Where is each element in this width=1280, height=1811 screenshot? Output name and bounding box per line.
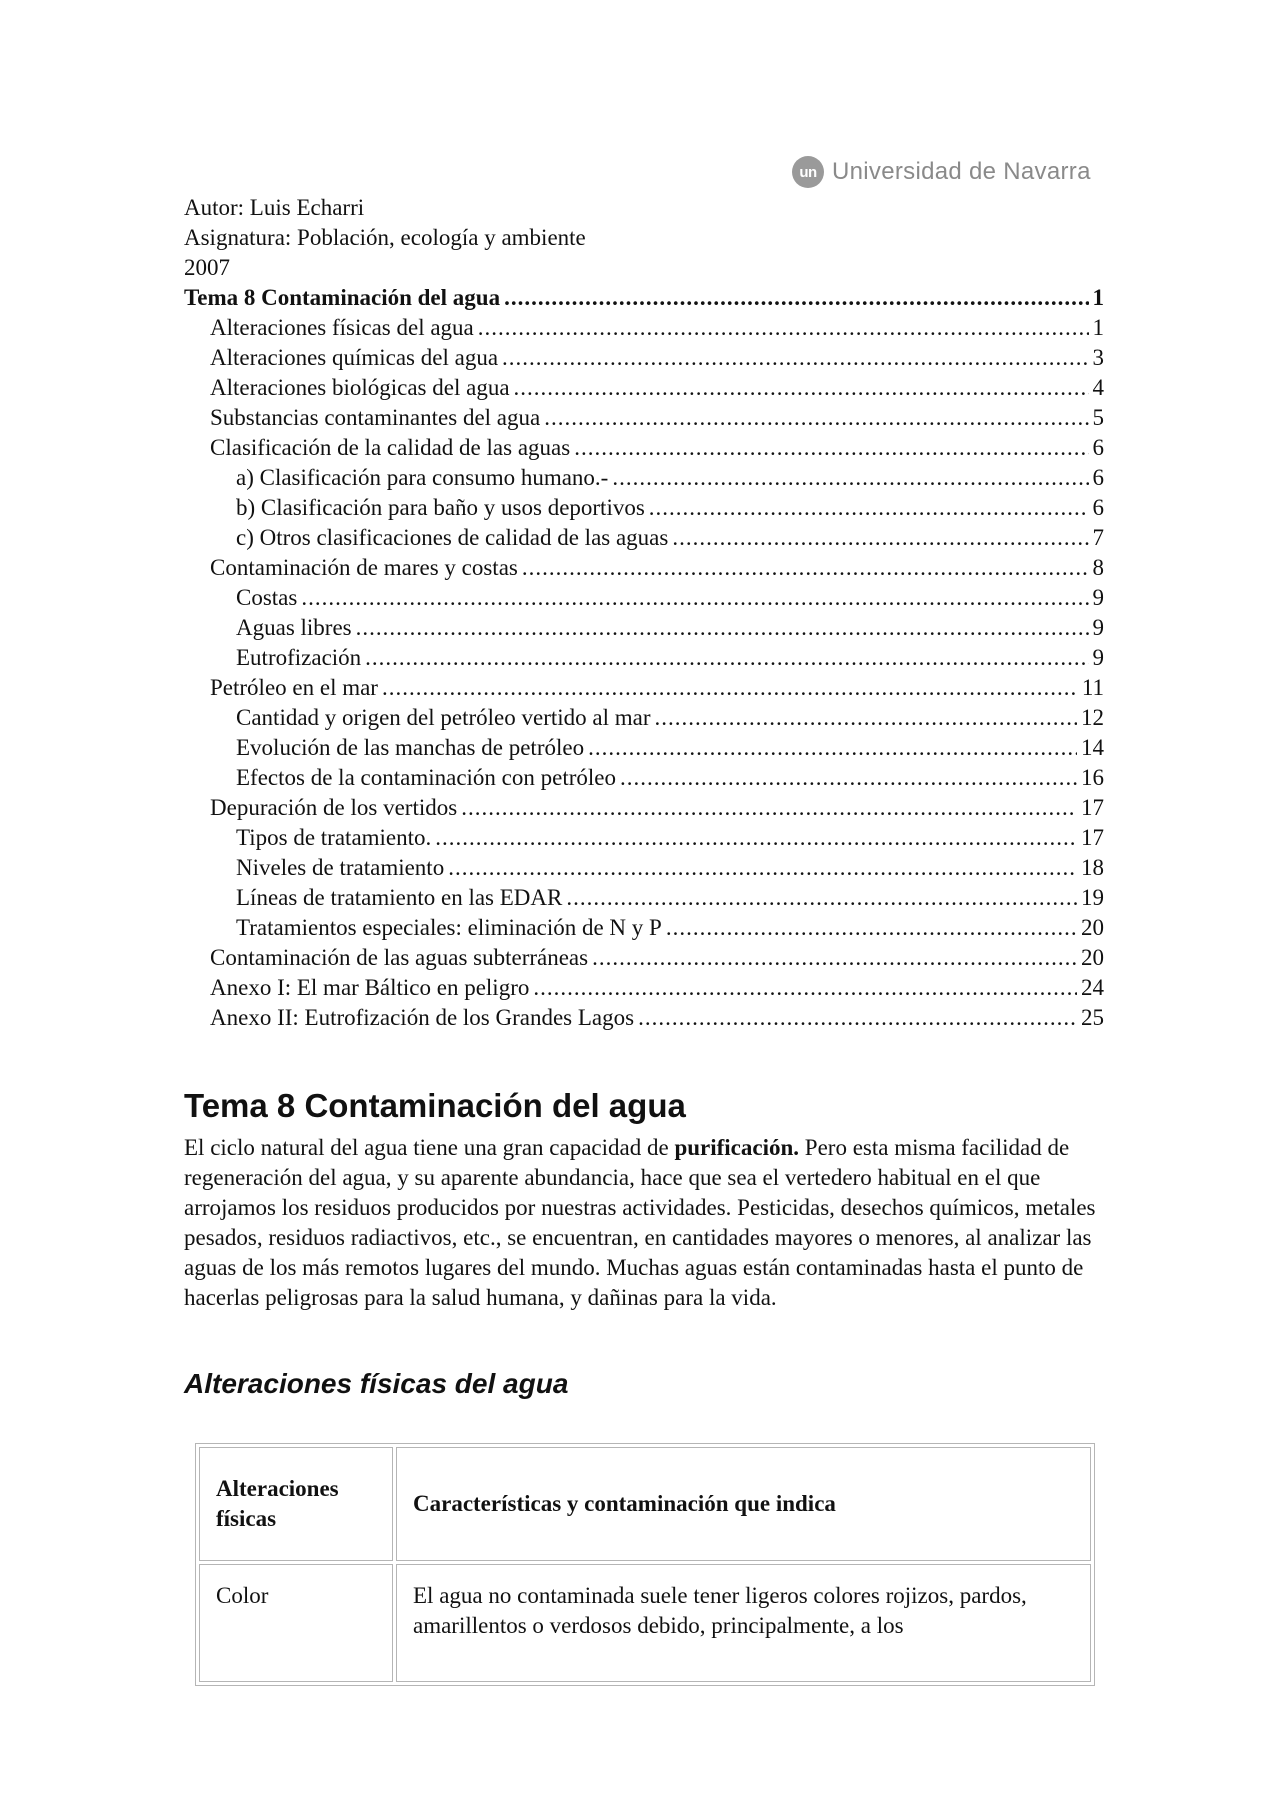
author-line: Autor: Luis Echarri: [184, 195, 365, 220]
toc-leader-dots: [592, 943, 1077, 973]
toc-leader-dots: [448, 853, 1077, 883]
toc-entry-page: 12: [1081, 705, 1104, 730]
section-title: Tema 8 Contaminación del agua: [184, 1087, 686, 1124]
toc-entry-title: Alteraciones físicas del agua: [210, 315, 474, 340]
toc-entry-title: b) Clasificación para baño y usos deportivos: [236, 495, 645, 520]
toc-entry[interactable]: [184, 823, 1104, 853]
toc-entry-page: 9: [1092, 645, 1104, 670]
subsection-title: Alteraciones físicas del agua: [184, 1368, 569, 1399]
year-line: 2007: [184, 255, 230, 280]
toc-entry-page: 17: [1081, 795, 1104, 820]
toc-entry[interactable]: [184, 463, 1104, 493]
toc-entry-page: 7: [1092, 525, 1104, 550]
table-cell: Color: [199, 1564, 393, 1682]
document-meta: [184, 193, 586, 283]
toc-leader-dots: [502, 343, 1088, 373]
toc-leader-dots: [365, 643, 1088, 673]
toc-leader-dots: [533, 973, 1077, 1003]
toc-entry-page: 14: [1081, 735, 1104, 760]
toc-entry-title: Contaminación de las aguas subterráneas: [210, 945, 589, 970]
toc-entry-page: 19: [1081, 885, 1104, 910]
toc-entry-page: 8: [1092, 555, 1104, 580]
intro-bold-term: purificación.: [674, 1135, 800, 1160]
toc-entry[interactable]: [184, 583, 1104, 613]
toc-entry[interactable]: [184, 793, 1104, 823]
toc-leader-dots: [504, 283, 1088, 313]
toc-entry-page: 6: [1092, 495, 1104, 520]
toc-leader-dots: [301, 583, 1088, 613]
table-of-contents: [184, 283, 1104, 1033]
toc-entry-page: 3: [1092, 345, 1104, 370]
toc-leader-dots: [566, 883, 1077, 913]
toc-entry-page: 5: [1092, 405, 1104, 430]
university-logo: [792, 156, 1091, 188]
toc-entry-page: 16: [1081, 765, 1104, 790]
toc-entry-page: 6: [1092, 465, 1104, 490]
toc-entry-title: Líneas de tratamiento en las EDAR: [236, 885, 563, 910]
toc-entry[interactable]: [184, 523, 1104, 553]
toc-entry-page: 24: [1081, 975, 1104, 1000]
toc-entry[interactable]: [184, 1003, 1104, 1033]
toc-leader-dots: [620, 763, 1077, 793]
toc-entry-title: Alteraciones biológicas del agua: [210, 375, 510, 400]
university-name: Universidad de Navarra: [832, 158, 1091, 185]
toc-leader-dots: [638, 1003, 1077, 1033]
toc-entry-page: 6: [1092, 435, 1104, 460]
toc-entry-page: 4: [1092, 375, 1104, 400]
toc-entry[interactable]: [184, 493, 1104, 523]
toc-entry[interactable]: [184, 613, 1104, 643]
toc-entry-page: 1: [1092, 315, 1104, 340]
toc-entry-title: Anexo II: Eutrofización de los Grandes Lagos: [210, 1005, 635, 1030]
toc-entry-title: c) Otros clasificaciones de calidad de las aguas: [236, 525, 669, 550]
toc-entry-title: Tratamientos especiales: eliminación de N y P: [236, 915, 662, 940]
toc-leader-dots: [461, 793, 1077, 823]
toc-entry-title: Alteraciones químicas del agua: [210, 345, 499, 370]
toc-entry-page: 25: [1081, 1005, 1104, 1030]
toc-leader-dots: [544, 403, 1088, 433]
toc-entry-page: 1: [1092, 285, 1104, 310]
toc-entry[interactable]: [184, 643, 1104, 673]
toc-leader-dots: [588, 733, 1077, 763]
physical-alterations-table: [195, 1443, 1095, 1686]
toc-entry-title: Tipos de tratamiento.: [236, 825, 432, 850]
toc-entry-title: Niveles de tratamiento: [236, 855, 445, 880]
intro-paragraph: [184, 1133, 1104, 1313]
toc-leader-dots: [655, 703, 1077, 733]
toc-entry[interactable]: [184, 853, 1104, 883]
toc-entry[interactable]: [184, 373, 1104, 403]
toc-entry-title: Costas: [236, 585, 298, 610]
toc-entry-page: 20: [1081, 945, 1104, 970]
toc-entry[interactable]: [184, 913, 1104, 943]
intro-text-end: Pero esta misma facilidad de regeneración del agua, y su aparente abundancia, hace que sea el vertedero habitual en el que arrojamos los residuos producidos por nuestras actividades. Pesticidas, desechos químicos, metales pesados, residuos radiactivos, etc., se encuentran, en cantidades mayores o menores, al analizar las aguas de los más remotos lugares del mundo. Muchas aguas están contaminadas hasta el punto de hacerlas peligrosas para la salud humana, y dañinas para la vida.: [184, 1135, 1096, 1310]
table-cell: El agua no contaminada suele tener ligeros colores rojizos, pardos, amarillentos o verdosos debido, principalmente, a los: [396, 1564, 1091, 1682]
toc-entry-title: a) Clasificación para consumo humano.-: [236, 465, 609, 490]
toc-leader-dots: [672, 523, 1088, 553]
toc-entry[interactable]: [184, 313, 1104, 343]
toc-entry[interactable]: [184, 763, 1104, 793]
toc-leader-dots: [356, 613, 1089, 643]
table-header-cell: Alteraciones físicas: [199, 1447, 393, 1561]
toc-entry-title: Substancias contaminantes del agua: [210, 405, 541, 430]
toc-entry-title: Contaminación de mares y costas: [210, 555, 518, 580]
toc-entry-title: Efectos de la contaminación con petróleo: [236, 765, 616, 790]
subject-line: Asignatura: Población, ecología y ambiente: [184, 225, 586, 250]
toc-entry-title: Aguas libres: [236, 615, 352, 640]
intro-text-start: El ciclo natural del agua tiene una gran capacidad de: [184, 1135, 675, 1160]
table-header-cell: Características y contaminación que indica: [396, 1447, 1091, 1561]
toc-leader-dots: [514, 373, 1089, 403]
toc-entry[interactable]: [184, 703, 1104, 733]
toc-entry[interactable]: [184, 553, 1104, 583]
toc-entry[interactable]: [184, 943, 1104, 973]
university-emblem-icon: un: [792, 156, 824, 188]
table-row: [199, 1564, 1091, 1682]
toc-entry[interactable]: [184, 973, 1104, 1003]
toc-entry-title: Cantidad y origen del petróleo vertido al mar: [236, 705, 651, 730]
toc-entry-page: 17: [1081, 825, 1104, 850]
toc-entry[interactable]: [184, 733, 1104, 763]
toc-leader-dots: [478, 313, 1089, 343]
toc-entry-title: Eutrofización: [236, 645, 362, 670]
toc-entry-page: 20: [1081, 915, 1104, 940]
toc-leader-dots: [666, 913, 1077, 943]
toc-leader-dots: [382, 673, 1078, 703]
toc-leader-dots: [649, 493, 1089, 523]
toc-entry[interactable]: [184, 343, 1104, 373]
toc-entry-title: Evolución de las manchas de petróleo: [236, 735, 585, 760]
toc-entry-title: Depuración de los vertidos: [210, 795, 458, 820]
toc-entry-title: Petróleo en el mar: [210, 675, 378, 700]
toc-leader-dots: [612, 463, 1088, 493]
toc-entry-title: Anexo I: El mar Báltico en peligro: [210, 975, 530, 1000]
toc-entry[interactable]: [184, 403, 1104, 433]
toc-leader-dots: [522, 553, 1089, 583]
toc-entry-page: 18: [1081, 855, 1104, 880]
toc-entry-page: 9: [1092, 615, 1104, 640]
toc-leader-dots: [435, 823, 1077, 853]
toc-entry[interactable]: [184, 883, 1104, 913]
toc-entry-page: 9: [1092, 585, 1104, 610]
toc-entry[interactable]: [184, 433, 1104, 463]
toc-leader-dots: [574, 433, 1088, 463]
toc-entry-title: Clasificación de la calidad de las aguas: [210, 435, 571, 460]
toc-entry[interactable]: [184, 283, 1104, 313]
toc-entry-title: Tema 8 Contaminación del agua: [184, 285, 501, 310]
toc-entry-page: 11: [1081, 675, 1104, 700]
toc-entry[interactable]: [184, 673, 1104, 703]
table-header-row: [199, 1447, 1091, 1561]
